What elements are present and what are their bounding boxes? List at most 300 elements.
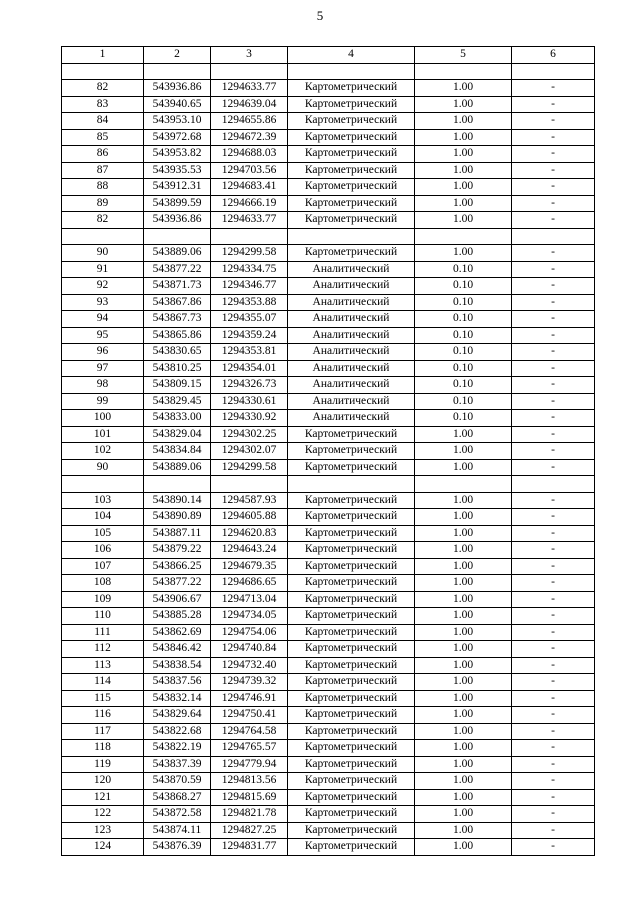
point-number-cell: 98 <box>62 377 144 394</box>
empty-cell <box>144 63 211 80</box>
point-number-cell: 124 <box>62 839 144 856</box>
point-number-cell: 83 <box>62 96 144 113</box>
x-coordinate-cell: 543940.65 <box>144 96 211 113</box>
y-coordinate-cell: 1294754.06 <box>211 624 288 641</box>
table-row <box>62 80 595 97</box>
note-cell: - <box>512 773 595 790</box>
accuracy-cell: 1.00 <box>415 426 512 443</box>
accuracy-cell: 1.00 <box>415 129 512 146</box>
y-coordinate-cell: 1294666.19 <box>211 195 288 212</box>
accuracy-cell: 1.00 <box>415 212 512 229</box>
accuracy-cell: 0.10 <box>415 344 512 361</box>
method-cell: Картометрический <box>288 195 415 212</box>
note-cell: - <box>512 690 595 707</box>
method-cell: Аналитический <box>288 261 415 278</box>
empty-cell <box>62 63 144 80</box>
accuracy-cell: 1.00 <box>415 822 512 839</box>
accuracy-cell: 1.00 <box>415 707 512 724</box>
y-coordinate-cell: 1294620.83 <box>211 525 288 542</box>
y-coordinate-cell: 1294713.04 <box>211 591 288 608</box>
point-number-cell: 100 <box>62 410 144 427</box>
table-row <box>62 542 595 559</box>
table-header-row <box>62 47 595 64</box>
x-coordinate-cell: 543877.22 <box>144 261 211 278</box>
table-row <box>62 327 595 344</box>
method-cell: Аналитический <box>288 360 415 377</box>
table-row <box>62 459 595 476</box>
table-row <box>62 525 595 542</box>
point-number-cell: 82 <box>62 80 144 97</box>
note-cell: - <box>512 657 595 674</box>
accuracy-cell: 1.00 <box>415 657 512 674</box>
accuracy-cell: 1.00 <box>415 509 512 526</box>
point-number-cell: 112 <box>62 641 144 658</box>
table-row <box>62 410 595 427</box>
table-row <box>62 756 595 773</box>
column-header: 4 <box>288 47 415 64</box>
table-row <box>62 113 595 130</box>
x-coordinate-cell: 543830.65 <box>144 344 211 361</box>
x-coordinate-cell: 543935.53 <box>144 162 211 179</box>
y-coordinate-cell: 1294821.78 <box>211 806 288 823</box>
note-cell: - <box>512 674 595 691</box>
y-coordinate-cell: 1294633.77 <box>211 212 288 229</box>
method-cell: Картометрический <box>288 443 415 460</box>
note-cell: - <box>512 723 595 740</box>
table-row <box>62 839 595 856</box>
x-coordinate-cell: 543887.11 <box>144 525 211 542</box>
method-cell: Картометрический <box>288 245 415 262</box>
accuracy-cell: 1.00 <box>415 542 512 559</box>
method-cell: Картометрический <box>288 641 415 658</box>
method-cell: Картометрический <box>288 822 415 839</box>
accuracy-cell: 1.00 <box>415 756 512 773</box>
y-coordinate-cell: 1294764.58 <box>211 723 288 740</box>
method-cell: Картометрический <box>288 96 415 113</box>
x-coordinate-cell: 543872.58 <box>144 806 211 823</box>
table-row <box>62 674 595 691</box>
y-coordinate-cell: 1294779.94 <box>211 756 288 773</box>
accuracy-cell: 1.00 <box>415 723 512 740</box>
table-row <box>62 492 595 509</box>
note-cell: - <box>512 624 595 641</box>
method-cell: Картометрический <box>288 212 415 229</box>
method-cell: Аналитический <box>288 278 415 295</box>
note-cell: - <box>512 377 595 394</box>
table-row <box>62 245 595 262</box>
table-row <box>62 179 595 196</box>
method-cell: Картометрический <box>288 608 415 625</box>
x-coordinate-cell: 543832.14 <box>144 690 211 707</box>
accuracy-cell: 1.00 <box>415 146 512 163</box>
note-cell: - <box>512 80 595 97</box>
note-cell: - <box>512 707 595 724</box>
accuracy-cell: 0.10 <box>415 377 512 394</box>
table-row <box>62 806 595 823</box>
method-cell: Картометрический <box>288 179 415 196</box>
y-coordinate-cell: 1294739.32 <box>211 674 288 691</box>
method-cell: Картометрический <box>288 146 415 163</box>
y-coordinate-cell: 1294355.07 <box>211 311 288 328</box>
point-number-cell: 114 <box>62 674 144 691</box>
x-coordinate-cell: 543822.68 <box>144 723 211 740</box>
y-coordinate-cell: 1294672.39 <box>211 129 288 146</box>
y-coordinate-cell: 1294813.56 <box>211 773 288 790</box>
y-coordinate-cell: 1294639.04 <box>211 96 288 113</box>
table-row <box>62 426 595 443</box>
x-coordinate-cell: 543838.54 <box>144 657 211 674</box>
point-number-cell: 96 <box>62 344 144 361</box>
x-coordinate-cell: 543876.39 <box>144 839 211 856</box>
point-number-cell: 101 <box>62 426 144 443</box>
method-cell: Картометрический <box>288 657 415 674</box>
accuracy-cell: 1.00 <box>415 624 512 641</box>
point-number-cell: 90 <box>62 245 144 262</box>
x-coordinate-cell: 543879.22 <box>144 542 211 559</box>
y-coordinate-cell: 1294330.92 <box>211 410 288 427</box>
x-coordinate-cell: 543885.28 <box>144 608 211 625</box>
method-cell: Картометрический <box>288 839 415 856</box>
point-number-cell: 111 <box>62 624 144 641</box>
accuracy-cell: 1.00 <box>415 591 512 608</box>
table-row <box>62 278 595 295</box>
table-row <box>62 96 595 113</box>
method-cell: Картометрический <box>288 129 415 146</box>
x-coordinate-cell: 543953.82 <box>144 146 211 163</box>
table-row <box>62 657 595 674</box>
y-coordinate-cell: 1294765.57 <box>211 740 288 757</box>
table-row <box>62 294 595 311</box>
note-cell: - <box>512 179 595 196</box>
note-cell: - <box>512 344 595 361</box>
y-coordinate-cell: 1294334.75 <box>211 261 288 278</box>
empty-cell <box>512 476 595 493</box>
empty-cell <box>62 476 144 493</box>
empty-cell <box>512 228 595 245</box>
accuracy-cell: 1.00 <box>415 195 512 212</box>
method-cell: Картометрический <box>288 113 415 130</box>
method-cell: Картометрический <box>288 525 415 542</box>
accuracy-cell: 1.00 <box>415 839 512 856</box>
note-cell: - <box>512 278 595 295</box>
point-number-cell: 91 <box>62 261 144 278</box>
column-header: 6 <box>512 47 595 64</box>
point-number-cell: 97 <box>62 360 144 377</box>
point-number-cell: 102 <box>62 443 144 460</box>
x-coordinate-cell: 543866.25 <box>144 558 211 575</box>
table-row <box>62 690 595 707</box>
group-separator-row <box>62 228 595 245</box>
point-number-cell: 104 <box>62 509 144 526</box>
accuracy-cell: 1.00 <box>415 674 512 691</box>
accuracy-cell: 1.00 <box>415 806 512 823</box>
y-coordinate-cell: 1294299.58 <box>211 245 288 262</box>
point-number-cell: 89 <box>62 195 144 212</box>
x-coordinate-cell: 543829.04 <box>144 426 211 443</box>
y-coordinate-cell: 1294679.35 <box>211 558 288 575</box>
point-number-cell: 88 <box>62 179 144 196</box>
table-row <box>62 393 595 410</box>
table-row <box>62 129 595 146</box>
table-row <box>62 360 595 377</box>
x-coordinate-cell: 543936.86 <box>144 80 211 97</box>
table-body <box>62 63 595 855</box>
method-cell: Картометрический <box>288 80 415 97</box>
table-row <box>62 212 595 229</box>
y-coordinate-cell: 1294734.05 <box>211 608 288 625</box>
method-cell: Картометрический <box>288 723 415 740</box>
point-number-cell: 109 <box>62 591 144 608</box>
method-cell: Картометрический <box>288 162 415 179</box>
point-number-cell: 108 <box>62 575 144 592</box>
table-row <box>62 146 595 163</box>
y-coordinate-cell: 1294686.65 <box>211 575 288 592</box>
note-cell: - <box>512 96 595 113</box>
empty-cell <box>211 228 288 245</box>
x-coordinate-cell: 543867.86 <box>144 294 211 311</box>
point-number-cell: 105 <box>62 525 144 542</box>
x-coordinate-cell: 543829.64 <box>144 707 211 724</box>
point-number-cell: 115 <box>62 690 144 707</box>
point-number-cell: 86 <box>62 146 144 163</box>
method-cell: Картометрический <box>288 426 415 443</box>
empty-cell <box>62 228 144 245</box>
empty-cell <box>288 228 415 245</box>
x-coordinate-cell: 543871.73 <box>144 278 211 295</box>
method-cell: Картометрический <box>288 509 415 526</box>
empty-cell <box>211 63 288 80</box>
note-cell: - <box>512 294 595 311</box>
x-coordinate-cell: 543837.56 <box>144 674 211 691</box>
point-number-cell: 90 <box>62 459 144 476</box>
method-cell: Картометрический <box>288 789 415 806</box>
y-coordinate-cell: 1294330.61 <box>211 393 288 410</box>
coordinates-table <box>61 46 595 856</box>
group-separator-row <box>62 63 595 80</box>
x-coordinate-cell: 543868.27 <box>144 789 211 806</box>
point-number-cell: 82 <box>62 212 144 229</box>
point-number-cell: 92 <box>62 278 144 295</box>
accuracy-cell: 1.00 <box>415 245 512 262</box>
note-cell: - <box>512 162 595 179</box>
x-coordinate-cell: 543936.86 <box>144 212 211 229</box>
y-coordinate-cell: 1294353.88 <box>211 294 288 311</box>
method-cell: Картометрический <box>288 707 415 724</box>
note-cell: - <box>512 509 595 526</box>
point-number-cell: 117 <box>62 723 144 740</box>
accuracy-cell: 1.00 <box>415 113 512 130</box>
x-coordinate-cell: 543862.69 <box>144 624 211 641</box>
method-cell: Аналитический <box>288 344 415 361</box>
group-separator-row <box>62 476 595 493</box>
column-header: 2 <box>144 47 211 64</box>
method-cell: Картометрический <box>288 624 415 641</box>
note-cell: - <box>512 740 595 757</box>
accuracy-cell: 1.00 <box>415 789 512 806</box>
point-number-cell: 93 <box>62 294 144 311</box>
accuracy-cell: 0.10 <box>415 327 512 344</box>
accuracy-cell: 0.10 <box>415 294 512 311</box>
method-cell: Картометрический <box>288 492 415 509</box>
x-coordinate-cell: 543877.22 <box>144 575 211 592</box>
table-row <box>62 575 595 592</box>
note-cell: - <box>512 360 595 377</box>
method-cell: Картометрический <box>288 558 415 575</box>
y-coordinate-cell: 1294740.84 <box>211 641 288 658</box>
accuracy-cell: 0.10 <box>415 393 512 410</box>
table-row <box>62 261 595 278</box>
x-coordinate-cell: 543870.59 <box>144 773 211 790</box>
table-row <box>62 740 595 757</box>
method-cell: Картометрический <box>288 591 415 608</box>
x-coordinate-cell: 543972.68 <box>144 129 211 146</box>
y-coordinate-cell: 1294750.41 <box>211 707 288 724</box>
method-cell: Аналитический <box>288 377 415 394</box>
column-header: 5 <box>415 47 512 64</box>
column-header: 3 <box>211 47 288 64</box>
point-number-cell: 99 <box>62 393 144 410</box>
empty-cell <box>288 476 415 493</box>
table-row <box>62 509 595 526</box>
empty-cell <box>512 63 595 80</box>
method-cell: Аналитический <box>288 311 415 328</box>
y-coordinate-cell: 1294732.40 <box>211 657 288 674</box>
y-coordinate-cell: 1294655.86 <box>211 113 288 130</box>
column-header: 1 <box>62 47 144 64</box>
y-coordinate-cell: 1294359.24 <box>211 327 288 344</box>
note-cell: - <box>512 245 595 262</box>
x-coordinate-cell: 543822.19 <box>144 740 211 757</box>
table-row <box>62 311 595 328</box>
x-coordinate-cell: 543906.67 <box>144 591 211 608</box>
accuracy-cell: 0.10 <box>415 360 512 377</box>
note-cell: - <box>512 146 595 163</box>
method-cell: Картометрический <box>288 773 415 790</box>
accuracy-cell: 1.00 <box>415 773 512 790</box>
method-cell: Аналитический <box>288 327 415 344</box>
accuracy-cell: 1.00 <box>415 608 512 625</box>
empty-cell <box>415 476 512 493</box>
note-cell: - <box>512 789 595 806</box>
x-coordinate-cell: 543953.10 <box>144 113 211 130</box>
note-cell: - <box>512 756 595 773</box>
point-number-cell: 85 <box>62 129 144 146</box>
y-coordinate-cell: 1294643.24 <box>211 542 288 559</box>
x-coordinate-cell: 543846.42 <box>144 641 211 658</box>
point-number-cell: 118 <box>62 740 144 757</box>
table-row <box>62 443 595 460</box>
table-row <box>62 723 595 740</box>
method-cell: Картометрический <box>288 740 415 757</box>
method-cell: Картометрический <box>288 806 415 823</box>
point-number-cell: 103 <box>62 492 144 509</box>
accuracy-cell: 1.00 <box>415 690 512 707</box>
table-row <box>62 344 595 361</box>
accuracy-cell: 0.10 <box>415 261 512 278</box>
x-coordinate-cell: 543810.25 <box>144 360 211 377</box>
empty-cell <box>415 63 512 80</box>
note-cell: - <box>512 575 595 592</box>
point-number-cell: 84 <box>62 113 144 130</box>
y-coordinate-cell: 1294302.07 <box>211 443 288 460</box>
x-coordinate-cell: 543865.86 <box>144 327 211 344</box>
x-coordinate-cell: 543912.31 <box>144 179 211 196</box>
empty-cell <box>288 63 415 80</box>
y-coordinate-cell: 1294353.81 <box>211 344 288 361</box>
note-cell: - <box>512 443 595 460</box>
x-coordinate-cell: 543834.84 <box>144 443 211 460</box>
table-row <box>62 377 595 394</box>
method-cell: Аналитический <box>288 410 415 427</box>
accuracy-cell: 0.10 <box>415 278 512 295</box>
y-coordinate-cell: 1294354.01 <box>211 360 288 377</box>
y-coordinate-cell: 1294815.69 <box>211 789 288 806</box>
point-number-cell: 94 <box>62 311 144 328</box>
accuracy-cell: 1.00 <box>415 443 512 460</box>
accuracy-cell: 1.00 <box>415 525 512 542</box>
accuracy-cell: 1.00 <box>415 96 512 113</box>
y-coordinate-cell: 1294831.77 <box>211 839 288 856</box>
note-cell: - <box>512 492 595 509</box>
accuracy-cell: 1.00 <box>415 459 512 476</box>
note-cell: - <box>512 426 595 443</box>
y-coordinate-cell: 1294346.77 <box>211 278 288 295</box>
table-row <box>62 591 595 608</box>
note-cell: - <box>512 327 595 344</box>
accuracy-cell: 1.00 <box>415 80 512 97</box>
note-cell: - <box>512 608 595 625</box>
method-cell: Аналитический <box>288 393 415 410</box>
note-cell: - <box>512 113 595 130</box>
accuracy-cell: 0.10 <box>415 311 512 328</box>
accuracy-cell: 1.00 <box>415 740 512 757</box>
note-cell: - <box>512 839 595 856</box>
x-coordinate-cell: 543837.39 <box>144 756 211 773</box>
note-cell: - <box>512 525 595 542</box>
point-number-cell: 123 <box>62 822 144 839</box>
method-cell: Картометрический <box>288 542 415 559</box>
table-row <box>62 624 595 641</box>
accuracy-cell: 1.00 <box>415 558 512 575</box>
point-number-cell: 121 <box>62 789 144 806</box>
accuracy-cell: 1.00 <box>415 179 512 196</box>
y-coordinate-cell: 1294827.25 <box>211 822 288 839</box>
x-coordinate-cell: 543890.89 <box>144 509 211 526</box>
note-cell: - <box>512 806 595 823</box>
x-coordinate-cell: 543889.06 <box>144 245 211 262</box>
point-number-cell: 106 <box>62 542 144 559</box>
table-row <box>62 558 595 575</box>
empty-cell <box>144 228 211 245</box>
table-row <box>62 641 595 658</box>
point-number-cell: 116 <box>62 707 144 724</box>
point-number-cell: 113 <box>62 657 144 674</box>
method-cell: Картометрический <box>288 459 415 476</box>
point-number-cell: 119 <box>62 756 144 773</box>
table-row <box>62 195 595 212</box>
note-cell: - <box>512 410 595 427</box>
method-cell: Картометрический <box>288 674 415 691</box>
accuracy-cell: 1.00 <box>415 492 512 509</box>
method-cell: Аналитический <box>288 294 415 311</box>
x-coordinate-cell: 543829.45 <box>144 393 211 410</box>
table-row <box>62 162 595 179</box>
note-cell: - <box>512 558 595 575</box>
y-coordinate-cell: 1294302.25 <box>211 426 288 443</box>
page-number: 5 <box>316 8 324 23</box>
note-cell: - <box>512 195 595 212</box>
point-number-cell: 107 <box>62 558 144 575</box>
